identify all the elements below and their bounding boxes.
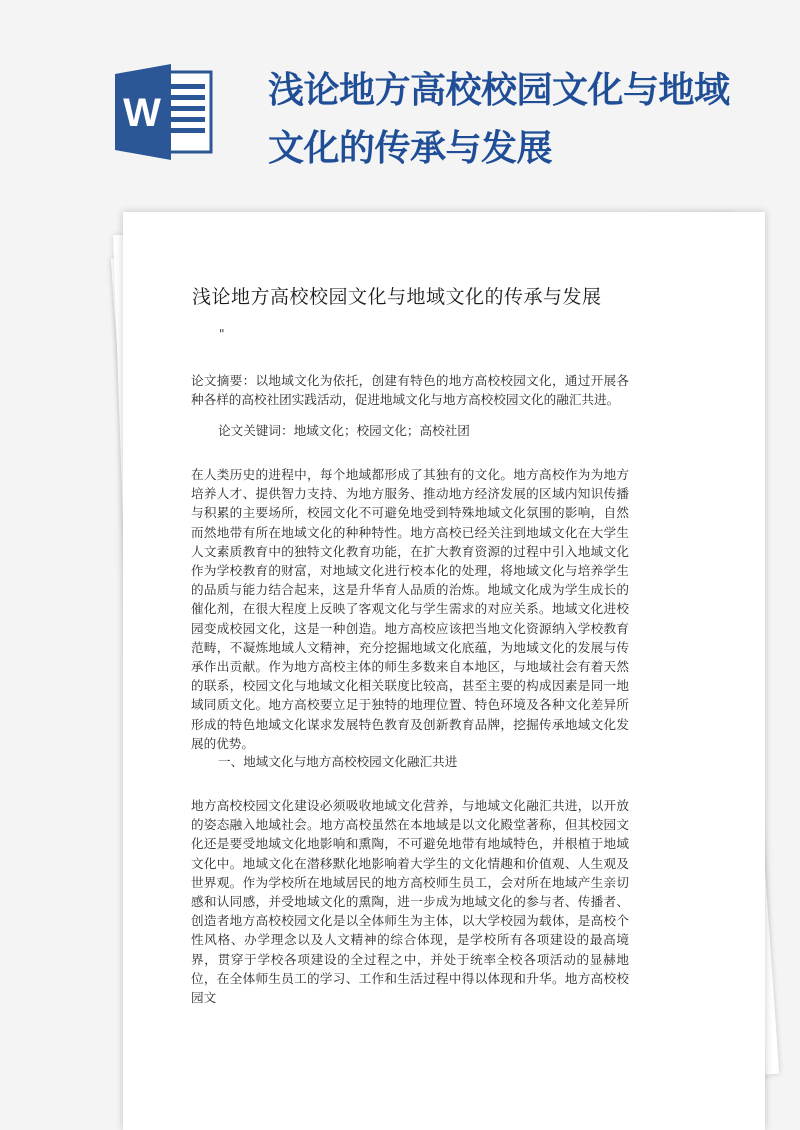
section-heading: 一、地域文化与地方高校校园文化融汇共进 [218,754,458,769]
stray-quote-mark: " [219,327,225,341]
svg-text:W: W [123,91,161,135]
word-document-icon [115,64,215,160]
body-paragraph: 在人类历史的进程中，每个地域都形成了其独有的文化。地方高校作为为地方培养人才、提供智力支持、为地方服务、推动地方经济发展的区域内知识传播与积累的主要场所，校园文化不可避免地受到特殊地域文化氛围的影响，自然而然地带有所在地域文化的种种特性。地方高校已经关注到地域文化在大学生人文素质教育中的独特文化教育功能，在扩大教育资源的过程中引入地域文化作为学校教育的财富，对地域文化进行校本化的处理，将地域文化与培养学生的品质与能力结合起来，这是升华育人品质的治炼。地域文化成为学生成长的催化剂，在很大程度上反映了客观文化与学生需求的对应关系。地域文化进校园变成校园文化，这是一种创造。地方高校应该把当地文化资源纳入学校教育范畴，不凝炼地域人文精神，充分挖掘地域文化底蕴，为地域文化的发展与传承作出贡献。作为地方高校主体的师生多数来自本地区，与地域社会有着天然的联系，校园文化与地域文化相关联度比较高，甚至主要的构成因素是同一地域同质文化。地方高校要立足于独特的地理位置、特色环境及各种文化差异所形成的特色地域文化谋求发展特色教育及创新教育品牌，挖掘传承地域文化发展的优势。 [191,467,629,751]
header-title: 浅论地方高校校园文化与地域文化的传承与发展 [268,70,730,169]
keywords-line: 论文关键词：地域文化；校园文化；高校社团 [218,423,470,438]
body-paragraph: 地方高校校园文化建设必须吸收地域文化营养，与地域文化融汇共进，以开放的姿态融入地域社会。地方高校虽然在本地域是以文化殿堂著称，但其校园文化还是要受地域文化地影响和熏陶，不可避免地带有地域特色，并根植于地域文化中。地域文化在潜移默化地影响着大学生的文化情趣和价值观、人生观及世界观。作为学校所在地域居民的地方高校师生员工，会对所在地域产生亲切感和认同感，并受地域文化的熏陶，进一步成为地域文化的参与者、传播者、创造者地方高校校园文化是以全体师生为主体，以大学校园为载体，是高校个性风格、办学理念以及人文精神的综合体现，是学校所有各项建设的最高境界，贯穿于学校各项建设的全过程之中，并处于统率全校各项活动的显赫地位，在全体师生员工的学习、工作和生活过程中得以体现和升华。地方高校校园文 [191,798,629,1006]
abstract-paragraph: 论文摘要：以地域文化为依托，创建有特色的地方高校校园文化，通过开展各种各样的高校社团实践活动，促进地域文化与地方高校校园文化的融汇共进。 [191,373,629,408]
document-title: 浅论地方高校校园文化与地域文化的传承与发展 [192,286,602,308]
